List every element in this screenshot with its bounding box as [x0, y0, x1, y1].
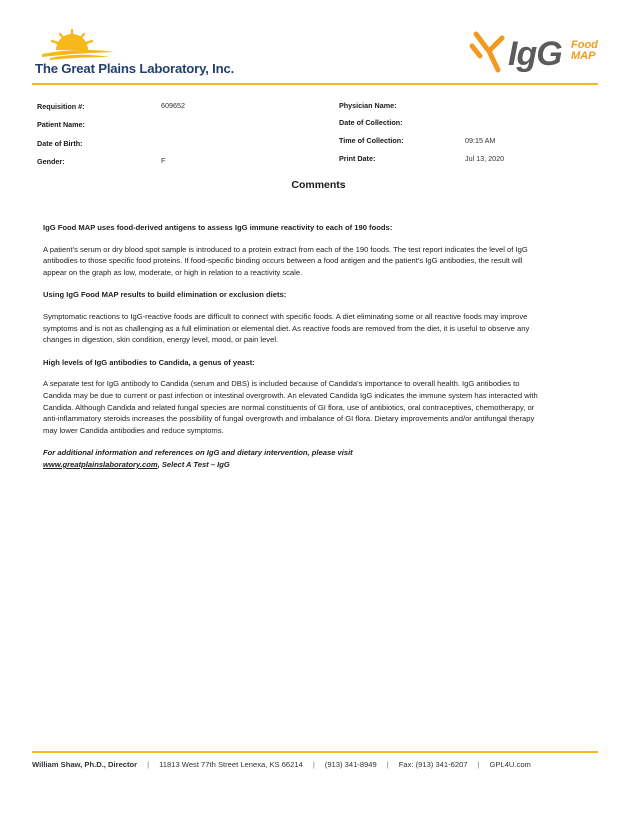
closing-after-link: , Select A Test – IgG — [157, 459, 230, 469]
section-body: A separate test for IgG antibody to Candida (serum and DBS) is included because of Candida’s importance to overall health. IgG antibodies to Candida may be due to current or past infection or intestinal overgrowth. An elevated Candida IgG indicates the immune system has interacted with Candida. Although Candida and related fungal species are normal constituents of GI flora, use of antibiotics, oral contraceptives, chemotherapy, or anti-inflammatory steroids increases the possibility of fungal overgrowth and imbalance of GI flora. Dietary improvements and/or antifungal therapy may lower Candida antibodies and reduce symptoms. — [43, 379, 538, 435]
footer-separator: | — [386, 760, 389, 769]
section-heading: IgG Food MAP uses food-derived antigens to assess IgG immune reactivity to each of 190 foods: — [43, 223, 393, 232]
requisition-label: Requisition #: — [37, 102, 85, 111]
footer-phone: (913) 341-8949 — [324, 760, 377, 769]
section-body: A patient’s serum or dry blood spot sample is introduced to a protein extract from each of the 190 foods. The test report indicates the level of IgG antibodies to those specific food proteins. If food-specific binding occurs between a food antigen and the patient’s IgG antibodies, the result will appear on the graph as low, moderate, or high in relation to a reactivity scale. — [43, 244, 528, 277]
footer-address: 11813 West 77th Street Lenexa, KS 66214 — [159, 760, 303, 769]
footer-fax: Fax: (913) 341-6207 — [398, 760, 468, 769]
patient-name-label: Patient Name: — [37, 120, 85, 129]
section-heading: High levels of IgG antibodies to Candida, a genus of yeast: — [43, 357, 255, 367]
physician-label: Physician Name: — [339, 101, 397, 110]
lab-name: The Great Plains Laboratory, Inc. — [35, 61, 235, 76]
header-divider — [32, 83, 598, 85]
footer-separator: | — [312, 760, 315, 769]
collection-time-label: Time of Collection: — [339, 136, 404, 145]
print-date-value: Jul 13, 2020 — [465, 154, 505, 163]
print-date-label: Print Date: — [339, 154, 376, 163]
closing-link-line — [43, 459, 543, 471]
closing-line: For additional information and references on IgG and dietary intervention, please visit — [43, 448, 353, 458]
closing-note — [43, 447, 543, 470]
footer-separator: | — [477, 760, 480, 769]
footer-divider — [32, 751, 598, 753]
footer-web[interactable]: GPL4U.com — [489, 760, 531, 769]
section-body: Symptomatic reactions to IgG-reactive foods are difficult to connect with specific foods. A diet eliminating some or all reactive foods may improve symptoms and is not as challenging as a full elimination or elemental diet. As reactive foods are removed from the diet, it is useful to observe any changes in digestion, skin condition, energy level, mood, or pain level. — [43, 311, 530, 345]
website-link[interactable]: www.greatplainslaboratory.com — [43, 459, 158, 469]
comments-body — [43, 222, 543, 471]
footer-separator: | — [147, 760, 150, 769]
antibody-icon — [468, 30, 510, 76]
collection-date-label: Date of Collection: — [339, 118, 403, 127]
igg-logo-text: IgG — [508, 35, 562, 73]
comments-title: Comments — [291, 179, 346, 191]
gender-value: F — [161, 156, 166, 165]
section-heading: Using IgG Food MAP results to build elimination or exclusion diets: — [43, 290, 287, 300]
lab-logo — [32, 26, 272, 86]
dob-label: Date of Birth: — [37, 139, 83, 148]
footer-director: William Shaw, Ph.D., Director — [32, 760, 138, 769]
requisition-value: 609652 — [161, 101, 185, 110]
footer — [32, 760, 598, 769]
igg-food-map-logo — [468, 28, 608, 80]
gender-label: Gender: — [37, 157, 65, 166]
igg-logo-subtext: Food MAP — [571, 39, 598, 62]
sun-logo-icon — [38, 26, 118, 66]
collection-time-value: 09:15 AM — [465, 136, 496, 145]
